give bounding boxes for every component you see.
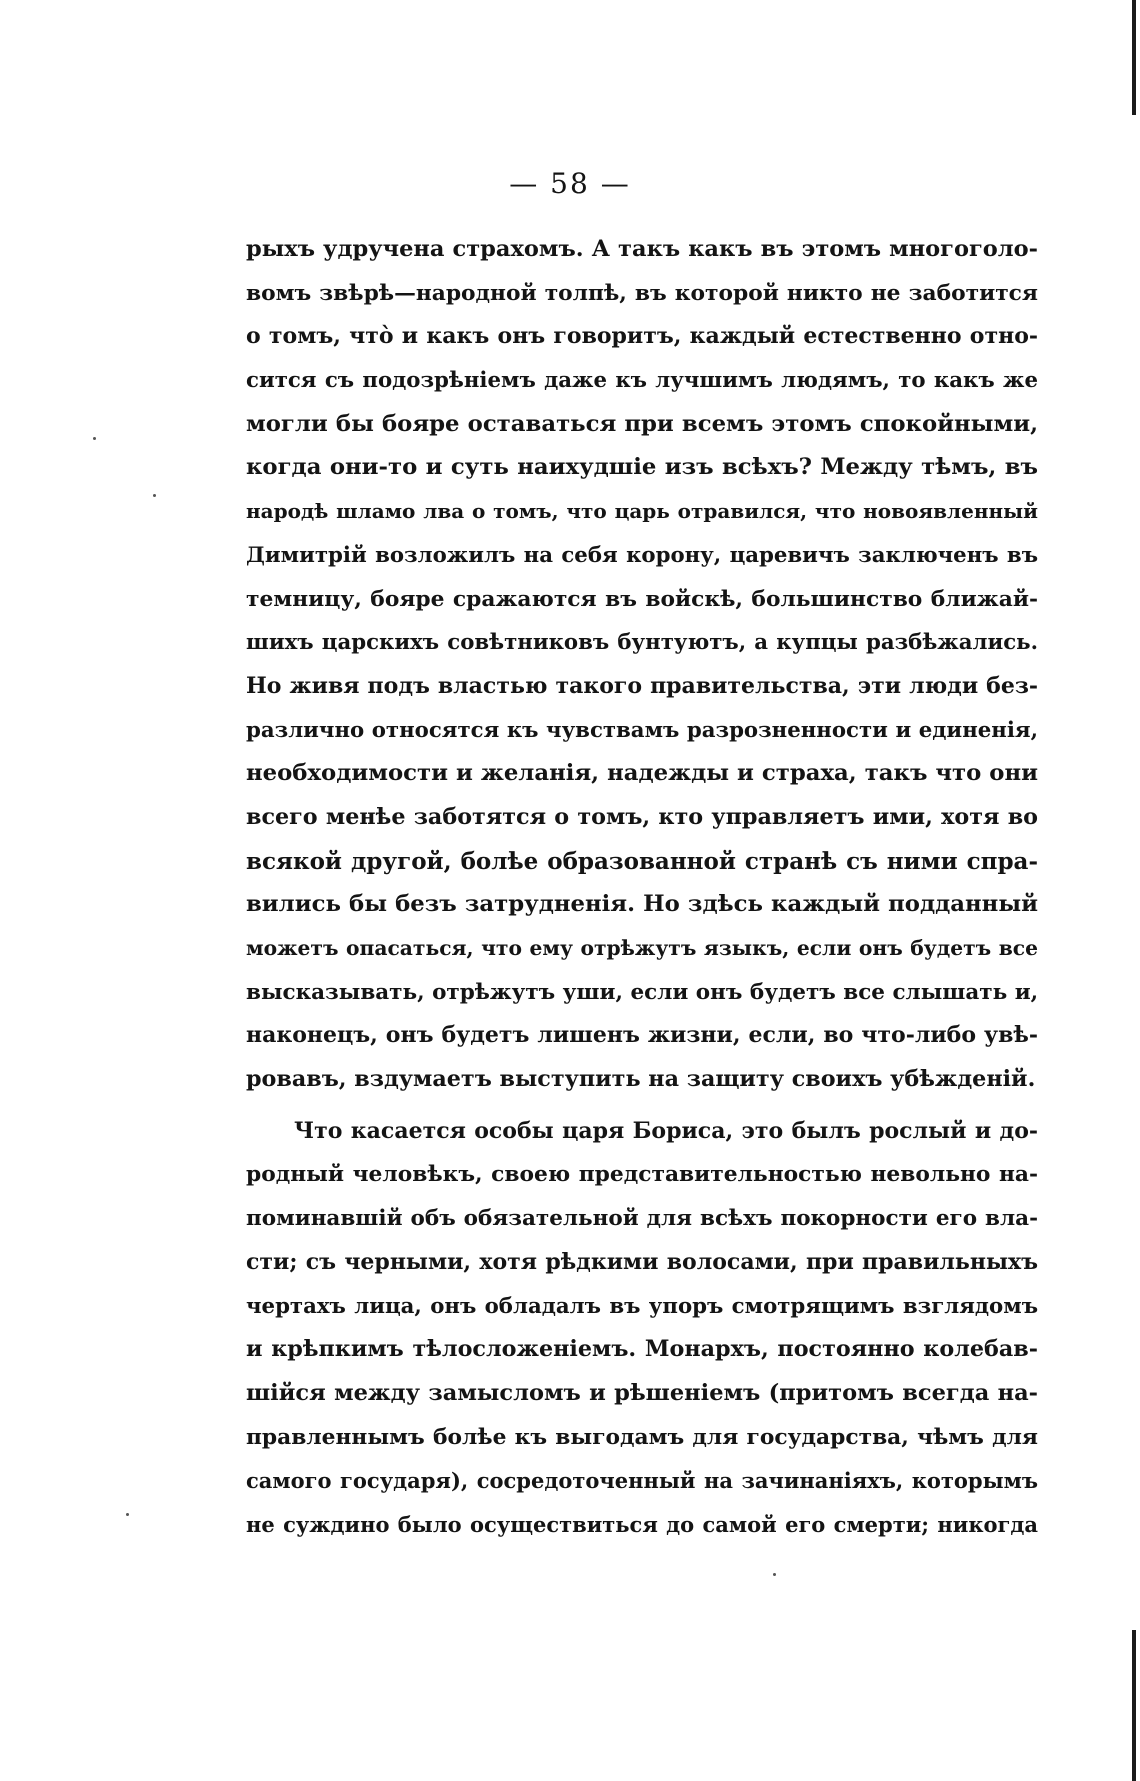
paragraph-1: [246, 228, 1038, 1102]
text-line: правленнымъ болѣе къ выгодамъ для государства, чѣмъ для: [246, 1424, 1038, 1450]
text-line: высказывать, отрѣжутъ уши, если онъ будетъ все слышать и,: [246, 979, 1038, 1005]
text-line: сти; съ черными, хотя рѣдкими волосами, при правильныхъ: [246, 1248, 1038, 1275]
text-line: различно относятся къ чувствамъ разрозненности и единенія,: [246, 717, 1038, 743]
print-speck: [93, 437, 96, 440]
page-number: — 58 —: [509, 167, 631, 200]
binding-edge-bottom: [1132, 1630, 1136, 1781]
text-line: не суждино было осуществиться до самой его смерти; никогда: [246, 1511, 1038, 1537]
body-text: [246, 228, 1038, 1547]
text-line: могли бы бояре оставаться при всемъ этомъ спокойными,: [246, 410, 1038, 437]
text-line: о томъ, что̀ и какъ онъ говоритъ, каждый естественно отно-: [246, 323, 1038, 350]
paragraph-2: [246, 1110, 1038, 1547]
text-line: ровавъ, вздумаетъ выступить на защиту своихъ убѣжденій.: [246, 1066, 1036, 1093]
text-line: необходимости и желанія, надежды и страха, такъ что они: [246, 760, 1038, 787]
binding-edge-top: [1132, 0, 1136, 115]
text-line: чертахъ лица, онъ обладалъ въ упоръ смотрящимъ взглядомъ: [246, 1293, 1038, 1319]
text-line: родный человѣкъ, своею представительностью невольно на-: [246, 1162, 1038, 1188]
text-line: шихъ царскихъ совѣтниковъ бунтуютъ, а купцы разбѣжались.: [246, 630, 1038, 656]
text-line: сится съ подозрѣніемъ даже къ лучшимъ людямъ, то какъ же: [246, 368, 1038, 394]
text-line: поминавшій объ обязательной для всѣхъ покорности его вла-: [246, 1206, 1038, 1232]
text-line: Димитрій возложилъ на себя корону, царевичъ заключенъ въ: [246, 542, 1038, 568]
text-line: темницу, бояре сражаются въ войскѣ, большинство ближай-: [246, 586, 1038, 612]
text-line: вомъ звѣрѣ—народной толпѣ, въ которой никто не заботится: [246, 280, 1038, 306]
text-line: Что касается особы царя Бориса, это былъ рослый и до-: [294, 1117, 1038, 1144]
text-line: рыхъ удручена страхомъ. А такъ какъ въ этомъ многоголо-: [246, 236, 1038, 262]
text-line: шійся между замысломъ и рѣшеніемъ (притомъ всегда на-: [246, 1379, 1038, 1406]
text-line: самого государя), сосредоточенный на зачинаніяхъ, которымъ: [246, 1468, 1038, 1494]
text-line: можетъ опасаться, что ему отрѣжутъ языкъ, если онъ будетъ все: [246, 936, 1038, 960]
text-line: Но живя подъ властью такого правительства, эти люди без-: [246, 672, 1038, 699]
print-speck: [773, 1573, 776, 1576]
text-line: народѣ шламо лва о томъ, что царь отравился, что новоявленный: [246, 499, 1038, 524]
text-line: всякой другой, болѣе образованной странѣ съ ними спра-: [246, 847, 1038, 875]
text-line: и крѣпкимъ тѣлосложеніемъ. Монархъ, постоянно колебав-: [246, 1336, 1038, 1363]
print-speck: [126, 1513, 129, 1516]
paragraph-gap: [246, 1102, 1038, 1110]
text-line: всего менѣе заботятся о томъ, кто управляетъ ими, хотя во: [246, 803, 1038, 830]
text-line: когда они-то и суть наихудшіе изъ всѣхъ? Между тѣмъ, въ: [246, 454, 1038, 481]
print-speck: [153, 494, 156, 497]
text-line: наконецъ, онъ будетъ лишенъ жизни, если, во что-либо увѣ-: [246, 1022, 1038, 1049]
text-line: вились бы безъ затрудненія. Но здѣсь каждый подданный: [246, 891, 1038, 918]
